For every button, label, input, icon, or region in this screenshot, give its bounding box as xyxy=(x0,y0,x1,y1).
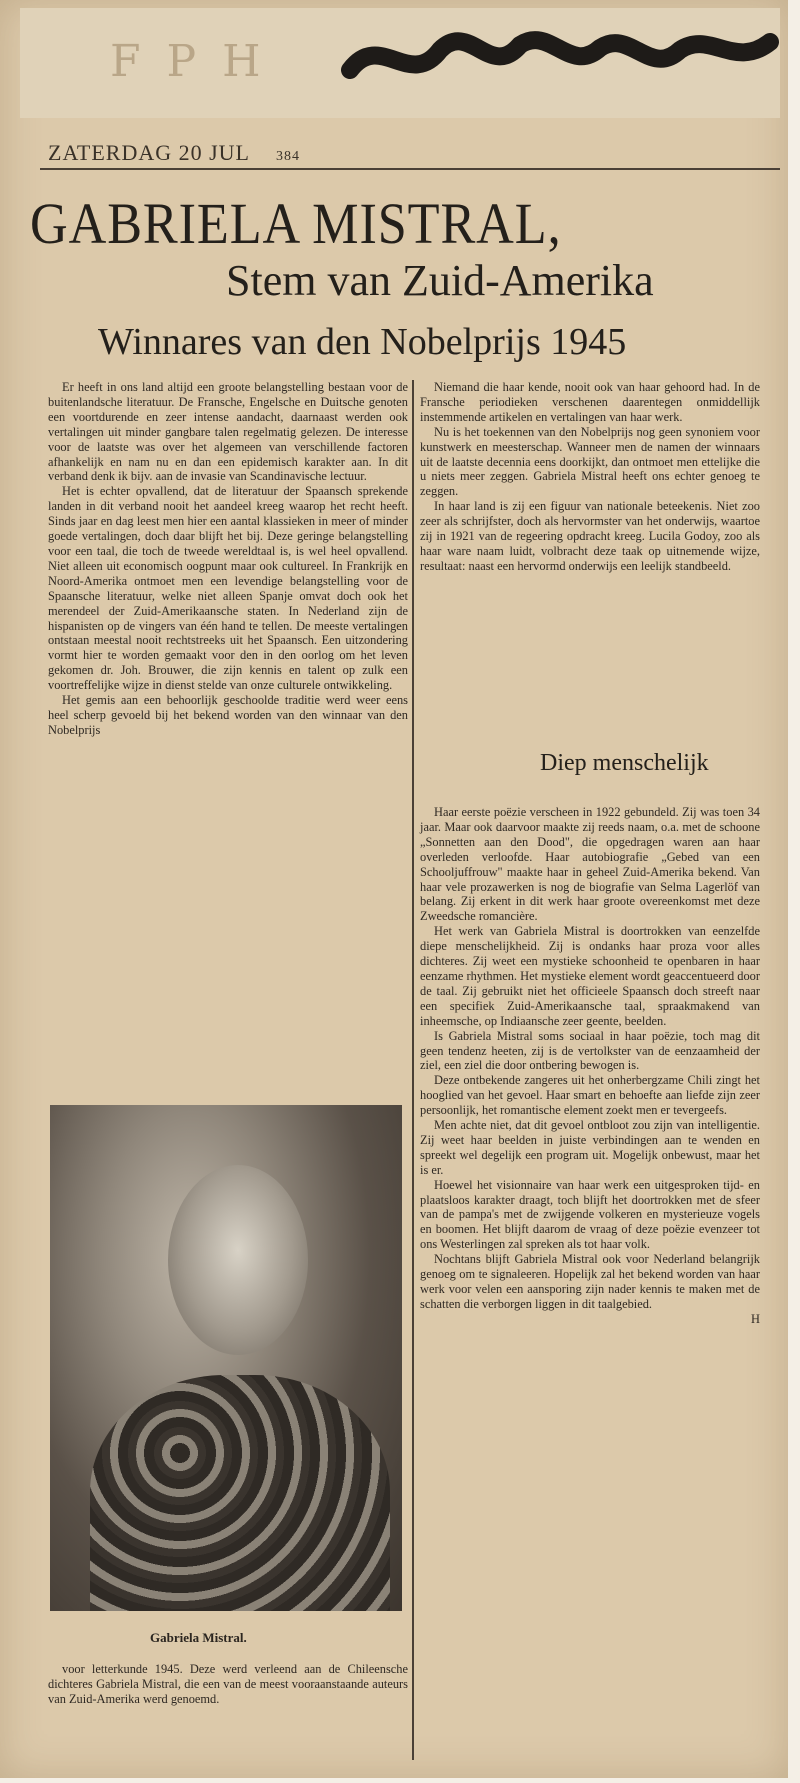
left-column-continuation xyxy=(48,1662,408,1707)
portrait-photo xyxy=(50,1105,402,1611)
section-heading: Diep menschelijk xyxy=(540,750,709,776)
author-signature: H xyxy=(751,1311,760,1326)
kicker: Winnares van den Nobelprijs 1945 xyxy=(98,321,627,363)
paragraph: Het gemis aan een behoorlijk geschoolde traditie werd weer eens heel scherp gevoeld bij het bekend worden van den winnaar van den Nobelprijs xyxy=(48,693,408,737)
paragraph: Deze ontbekende zangeres uit het onherbergzame Chili zingt het hooglied van het gevoel. Haar smart en behoefte aan liefde zijn zeer persoonlijk, het romantische element zoekt men er tevergeefs. xyxy=(420,1073,760,1118)
subheadline: Stem van Zuid-Amerika xyxy=(226,256,654,305)
issue-date: ZATERDAG 20 JUL xyxy=(48,140,250,165)
portrait-dress xyxy=(90,1375,390,1611)
archive-stamp: F P H xyxy=(110,36,267,87)
paragraph: Haar eerste poëzie verscheen in 1922 gebundeld. Zij was toen 34 jaar. Maar ook daarvoor maakte zij reeds naam, o.a. met de schoone „Sonnetten aan den Dood", die opgedragen waren aan haar overleden verloofde. Haar autobiografie „Gebed van een Schooljuffrouw" maakte haar in geheel Zuid-Amerika bekend. Van haar vele prozawerken is nog de biografie van Selma Lagerlöf van belang. Zij erkent in dit werk haar groote overeenkomst met deze Zweedsche romancière. xyxy=(420,805,760,924)
right-column xyxy=(420,380,760,574)
paragraph: voor letterkunde 1945. Deze werd verleend aan de Chileensche dichteres Gabriela Mistral, die een van de meest vooraanstaande auteurs van Zuid-Amerika werd genoemd. xyxy=(48,1662,408,1706)
portrait-face xyxy=(168,1165,308,1355)
paragraph: Nu is het toekennen van den Nobelprijs nog geen synoniem voor kunstwerk en meesterschap. Wanneer men de namen der winnaars uit de laatste decennia eens doorkijkt, dan ontmoet men ettelijke die u niets meer zeggen. Gabriela Mistral heeft ons echter genoeg te zeggen. xyxy=(420,424,760,499)
page-number: 384 xyxy=(276,149,300,164)
paragraph: Het werk van Gabriela Mistral is doortrokken van eenzelfde diepe menschelijkheid. Zij is ondanks haar proza voor alles dichteres. Zij weet een mystieke schoonheid te openbaren in haar eenzame rhythmen. Het mystieke element wordt geaccentueerd door de taal. Zij gebruikt niet het officieele Spaansch doch streeft naar een specifiek Zuid-Amerikaansche taal, spraakmakend van inheemsche, op Indiaansche zeer geente, beelden. xyxy=(420,924,760,1028)
header-rule xyxy=(40,168,780,170)
paragraph: Nochtans blijft Gabriela Mistral ook voor Nederland belangrijk genoeg om te signaleeren. Hopelijk zal het bekend worden van haar werk voor velen een aansporing zijn nader kennis te maken met de schatten die verborgen liggen in dit taalgebied. xyxy=(420,1252,760,1311)
column-divider xyxy=(412,380,414,1760)
paragraph: Is Gabriela Mistral soms sociaal in haar poëzie, toch mag dit geen tendenz heeten, zij is de vertolkster van de eenzaamheid der ziel, een ziel die door ontbering bewogen is. xyxy=(420,1028,760,1073)
right-column-2 xyxy=(420,805,760,1327)
headline: GABRIELA MISTRAL, xyxy=(30,191,562,256)
paragraph: Niemand die haar kende, nooit ook van haar gehoord had. In de Fransche periodieken verschenen daarentegen onmiddellijk instemmende artikelen en vertalingen van haar werk. xyxy=(420,380,760,424)
paragraph: Er heeft in ons land altijd een groote belangstelling bestaan voor de buitenlandsche literatuur. De Fransche, Engelsche en Duitsche genoten een voortdurende en zeer intense aandacht, daarnaast werden ook vertalingen uit minder gangbare talen regelmatig gelezen. De interesse voor de laatste was over het algemeen van verschillende factoren afhankelijk en nam nu en dan een epidemisch karakter aan. In dit verband denk ik bijv. aan de invasie van Scandinavische lectuur. xyxy=(48,380,408,484)
photo-caption: Gabriela Mistral. xyxy=(150,1630,247,1645)
paragraph: Men achte niet, dat dit gevoel ontbloot zou zijn van intelligentie. Zij weet haar beelden in juiste verbindingen aan te wenden en spreekt wel degelijk een program uit. Mogelijk onbewust, maar het is er. xyxy=(420,1118,760,1177)
ink-scrawl xyxy=(340,20,780,100)
paragraph: In haar land is zij een figuur van nationale beteekenis. Niet zoo zeer als schrijfster, doch als hervormster van het onderwijs, waartoe zij in 1921 van de regeering opdracht kreeg. Lucila Godoy, zoo als haar ware naam luidt, volbracht deze taak op uitnemende wijze, resultaat: naast een hervormd onderwijs een leelijk standbeeld. xyxy=(420,499,760,573)
paragraph: Het is echter opvallend, dat de literatuur der Spaansch sprekende landen in dit verband nooit het aandeel kreeg waarop het recht heeft. Sinds jaar en dag leest men hier een aantal klassieken in meer of minder goede vertalingen, doch daar blijft het bij. Deze geringe belangstelling voor een taal, die toch de tweede wereldtaal is, is wel heel opvallend. Niet alleen uit economisch oogpunt maar ook cultureel. In Frankrijk en Noord-Amerika ontmoet men een levendige belangstelling voor de Spaansche literatuur, welke niet alleen Spanje omvat doch ook het merendeel der Zuid-Amerikaansche staten. In Nederland zijn de hispanisten op de vingers van één hand te tellen. De meeste vertalingen ontstaan meestal nooit rechtstreeks uit het Spaansch. Een uitzondering vormt hier te worden gemaakt voor den in den oorlog om het leven gekomen dr. Joh. Brouwer, die zijn kennis en talent op zulk een voortreffelijke wijze in dienst stelde van onze culturele ontwikkeling. xyxy=(48,484,408,693)
dateline xyxy=(48,140,300,166)
paragraph: Hoewel het visionnaire van haar werk een uitgesproken tijd- en plaatsloos karakter draagt, toch blijft het doortrokken met de sfeer van de pampa's met de zwijgende volkeren en mysterieuze vogels en boomen. Het blijft daarom de vraag of deze poëzie evenzeer tot ons Westerlingen zal spreken als tot haar volk. xyxy=(420,1177,760,1252)
left-column xyxy=(48,380,408,738)
